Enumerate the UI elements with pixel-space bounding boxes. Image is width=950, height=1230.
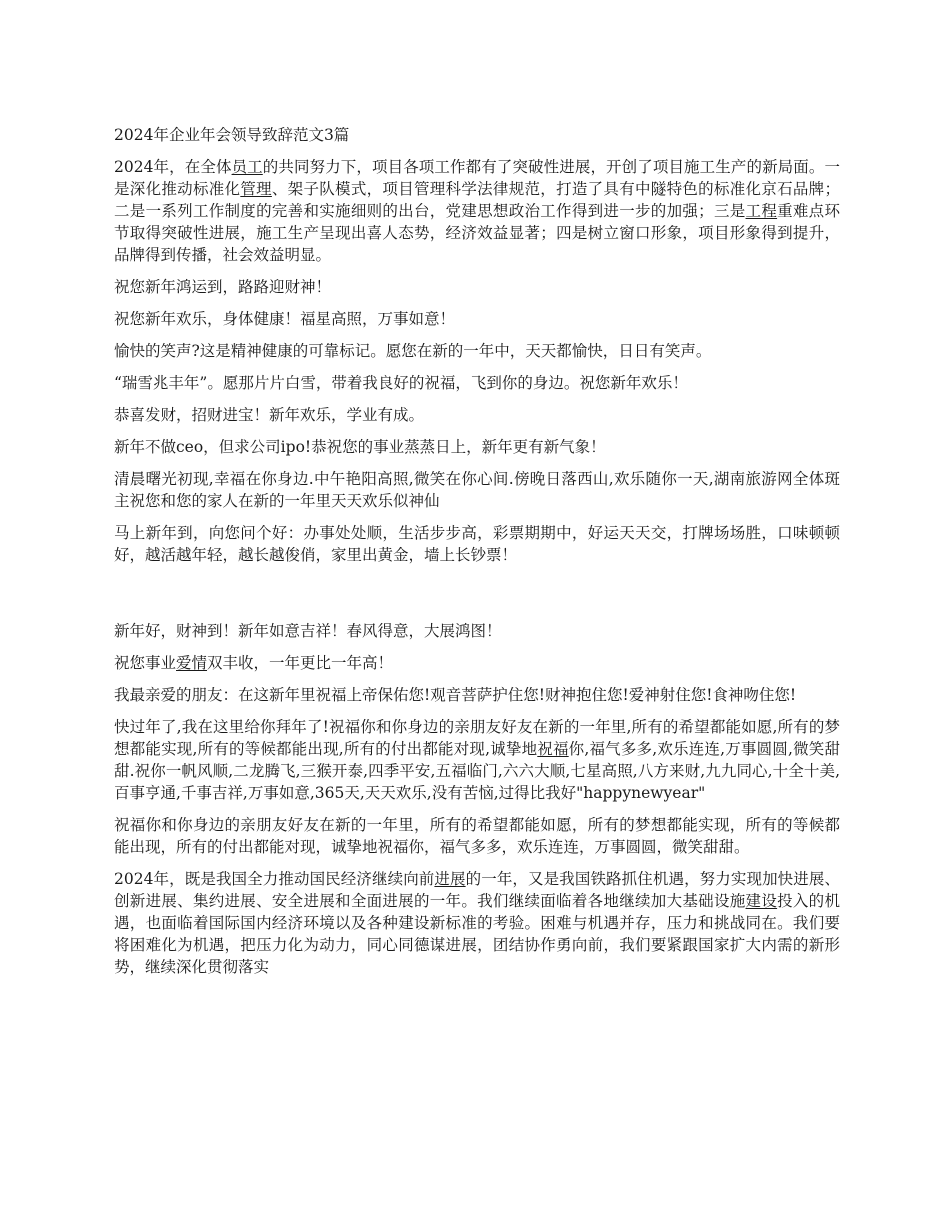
paragraph-2: 祝您新年鸿运到，路路迎财神！	[114, 278, 332, 296]
paragraph-15	[114, 868, 840, 978]
paragraph-12: 我最亲爱的朋友：在这新年里祝福上帝保佑您!观音菩萨护住您!财神抱住您!爱神射住您!食神吻住您!	[114, 686, 797, 704]
paragraph-3: 祝您新年欢乐，身体健康！福星高照，万事如意！	[114, 310, 456, 328]
paragraph-4: 愉快的笑声?这是精神健康的可靠标记。愿您在新的一年中，天天都愉快，日日有笑声。	[114, 342, 712, 360]
text-run: 、架子队模式，项目管理科学法律规范，打造了具有中隧特色的标准化京石品牌；二是一系列工作制度的完善和实施细则的出台，党建思想政治工作得到进一步的加强；三是	[114, 180, 840, 220]
paragraph-1	[114, 156, 840, 266]
link-love[interactable]: 爱情	[176, 654, 208, 672]
blank-gap	[114, 576, 840, 620]
text-run: 快过年了,我在这里给你拜年了!祝福你和你身边的亲朋友好友在新的一年里,所有的希望都能如愿,所有的梦想都能实现,所有的等候都能出现,所有的付出都能对现,诚挚地	[114, 718, 840, 758]
link-blessing[interactable]: 祝福	[537, 740, 569, 758]
text-run: 的共同努力下，项目各项工作都有了突破性进展，开创了项目施工生产的新局面。一是深化推动标准化	[114, 158, 840, 198]
paragraph-5: “瑞雪兆丰年”。愿那片片白雪，带着我良好的祝福，飞到你的身边。祝您新年欢乐！	[114, 374, 688, 392]
paragraph-8: 清晨曙光初现,幸福在你身边.中午艳阳高照,微笑在你心间.傍晚日落西山,欢乐随你一天,湖南旅游网全体斑主祝您和您的家人在新的一年里天天欢乐似神仙	[114, 470, 840, 510]
paragraph-14: 祝福你和你身边的亲朋友好友在新的一年里，所有的希望都能如愿，所有的梦想都能实现，所有的等候都能出现，所有的付出都能对现，诚挚地祝福你，福气多多，欢乐连连，万事圆圆，微笑甜甜。	[114, 816, 840, 856]
text-run: 投入的机遇，也面临着国际国内经济环境以及各种建设新标准的考验。困难与机遇并存，压力和挑战同在。我们要将困难化为机遇，把压力化为动力，同心同德谋进展，团结协作勇向前，我们要紧跟国家扩大内需的新形势，继续深化贯彻落实	[114, 892, 840, 976]
text-run: 的一年，又是我国铁路抓住机遇，努力实现加快进展、创新进展、集约进展、安全进展和全面进展的一年。我们继续面临着各地继续加大基础设施	[114, 870, 840, 910]
text-run: 2024年，既是我国全力推动国民经济继续向前	[114, 870, 435, 888]
link-management[interactable]: 管理	[240, 180, 272, 198]
link-staff[interactable]: 员工	[231, 158, 263, 176]
text-run: 双丰收，一年更比一年高！	[207, 654, 394, 672]
link-construction[interactable]: 建设	[745, 892, 778, 910]
text-run: 你,福气多多,欢乐连连,万事圆圆,微笑甜甜.祝你一帆风顺,二龙腾飞,三猴开泰,四季平安,五福临门,六六大顺,七星高照,八方来财,九九同心,十全十美,百事亨通,千事吉祥,万事如意,365天,天天欢乐,没有苦恼,过得比我好"happynewyear"	[114, 740, 840, 802]
paragraph-10: 新年好，财神到！新年如意吉祥！春风得意，大展鸿图！	[114, 622, 502, 640]
document-body	[114, 124, 840, 988]
paragraph-9: 马上新年到，向您问个好：办事处处顺，生活步步高，彩票期期中，好运天天交，打牌场场胜，口味顿顿好，越活越年轻，越长越俊俏，家里出黄金，墙上长钞票！	[114, 524, 840, 564]
text-run: 祝您事业	[114, 654, 177, 672]
paragraph-13	[114, 716, 840, 804]
document-title: 2024年企业年会领导致辞范文3篇	[114, 126, 350, 144]
paragraph-11	[114, 652, 840, 674]
paragraph-7: 新年不做ceo，但求公司ipo!恭祝您的事业蒸蒸日上，新年更有新气象！	[114, 438, 606, 456]
link-engineering[interactable]: 工程	[745, 202, 778, 220]
text-run: 2024年，在全体	[114, 158, 232, 176]
link-development[interactable]: 进展	[434, 870, 466, 888]
paragraph-6: 恭喜发财，招财进宝！新年欢乐，学业有成。	[114, 406, 425, 424]
text-run: 重难点环节取得突破性进展，施工生产呈现出喜人态势，经济效益显著；四是树立窗口形象，项目形象得到提升，品牌得到传播，社会效益明显。	[114, 202, 840, 264]
